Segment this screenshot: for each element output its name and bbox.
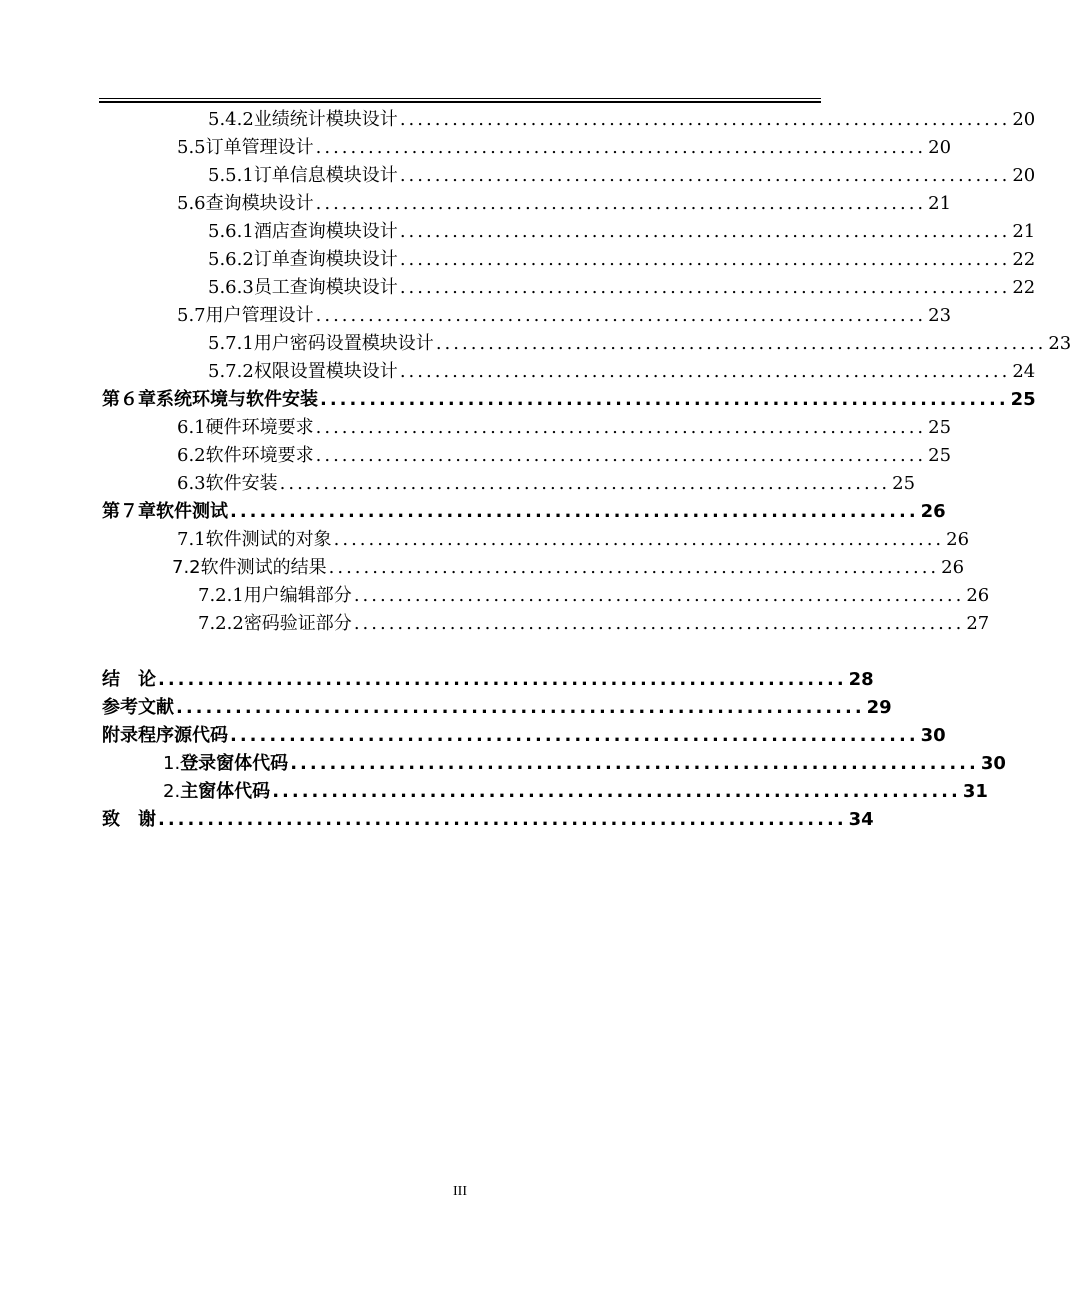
toc-entry[interactable] <box>0 272 1036 300</box>
toc-entry-number: 7.2 <box>172 557 201 578</box>
toc-entry[interactable] <box>0 412 952 440</box>
toc-entry[interactable] <box>0 328 1071 356</box>
toc-entry-number: 5.7.2 <box>208 361 254 382</box>
toc-entry-title: 结 论 <box>102 669 156 690</box>
toc-dot-leader: ...................................................................... <box>315 417 927 438</box>
toc-dot-leader: ...................................................................... <box>435 333 1047 354</box>
toc-dot-leader: ...................................................................... <box>158 669 847 690</box>
toc-entry-number: 5.6.2 <box>208 249 254 270</box>
toc-entry-number: 7.1 <box>177 529 206 550</box>
toc-entry-acknowledgements[interactable] <box>0 804 874 832</box>
toc-dot-leader: ...................................................................... <box>176 697 865 718</box>
toc-entry-title: 业绩统计模块设计 <box>253 109 398 130</box>
toc-entry-title: 权限设置模块设计 <box>253 361 398 382</box>
toc-dot-leader: ...................................................................... <box>399 165 1011 186</box>
toc-entry-page: 23 <box>1048 333 1071 354</box>
toc-entry-number: 5.6.3 <box>208 277 254 298</box>
toc-entry[interactable] <box>0 300 952 328</box>
toc-entry-page: 30 <box>920 725 946 746</box>
toc-entry-number: 6.2 <box>177 445 206 466</box>
toc-dot-leader: ...................................................................... <box>315 445 927 466</box>
toc-entry-title: 硬件环境要求 <box>205 417 314 438</box>
toc-chapter-entry[interactable] <box>0 496 946 524</box>
toc-entry[interactable] <box>0 748 1006 776</box>
toc-dot-leader: ...................................................................... <box>272 781 961 802</box>
toc-entry[interactable] <box>0 468 916 496</box>
toc-dot-leader: ...................................................................... <box>399 109 1011 130</box>
toc-dot-leader: ...................................................................... <box>315 305 927 326</box>
toc-entry-title: 软件测试的结果 <box>200 557 327 578</box>
toc-entry-title: 登录窗体代码 <box>180 753 289 774</box>
toc-dot-leader: ...................................................................... <box>399 277 1011 298</box>
toc-entry[interactable] <box>0 552 965 580</box>
toc-entry-page: 25 <box>892 473 916 494</box>
toc-entry-number: 1. <box>163 753 181 774</box>
toc-entry-page: 31 <box>962 781 988 802</box>
toc-entry-number: 5.6 <box>177 193 206 214</box>
toc-entry-number: 6.3 <box>177 473 206 494</box>
toc-entry-page: 29 <box>866 697 892 718</box>
toc-entry-title: 软件环境要求 <box>205 445 314 466</box>
toc-entry-page: 20 <box>1012 109 1036 130</box>
toc-entry-title: 订单信息模块设计 <box>253 165 398 186</box>
toc-entry-number: 2. <box>163 781 181 802</box>
toc-entry-page: 20 <box>1012 165 1036 186</box>
toc-entry-number: 5.5.1 <box>208 165 254 186</box>
toc-dot-leader: ...................................................................... <box>333 529 945 550</box>
toc-entry-title: 软件测试 <box>156 501 228 522</box>
toc-entry-page: 26 <box>966 585 990 606</box>
toc-dot-leader: ...................................................................... <box>399 221 1011 242</box>
toc-entry[interactable] <box>0 524 970 552</box>
toc-entry-page: 25 <box>928 445 952 466</box>
toc-entry-page: 21 <box>928 193 952 214</box>
toc-entry-title: 软件安装 <box>205 473 278 494</box>
toc-entry-page: 30 <box>980 753 1006 774</box>
toc-entry-number: 5.6.1 <box>208 221 254 242</box>
toc-entry-number: 5.7.1 <box>208 333 254 354</box>
toc-entry-page: 26 <box>946 529 970 550</box>
toc-entry-number: 7.2.2 <box>198 613 244 634</box>
toc-entry-page: 34 <box>848 809 874 830</box>
toc-entry-page: 28 <box>848 669 874 690</box>
toc-entry-page: 25 <box>928 417 952 438</box>
toc-entry-number: 7.2.1 <box>198 585 244 606</box>
page-number: III <box>453 1184 467 1199</box>
toc-entry-number: 第７章 <box>102 501 156 522</box>
toc-entry[interactable] <box>0 132 952 160</box>
toc-dot-leader: ...................................................................... <box>320 389 1009 410</box>
toc-dot-leader: ...................................................................... <box>230 725 919 746</box>
toc-entry-page: 22 <box>1012 249 1036 270</box>
toc-entry-title: 密码验证部分 <box>243 613 352 634</box>
toc-entry-title: 订单管理设计 <box>205 137 314 158</box>
toc-entry[interactable] <box>0 244 1036 272</box>
toc-entry-title: 系统环境与软件安装 <box>156 389 318 410</box>
toc-entry-number: 附录 <box>102 725 138 746</box>
toc-chapter-entry[interactable] <box>0 384 1036 412</box>
toc-entry[interactable] <box>0 580 990 608</box>
toc-dot-leader: ...................................................................... <box>399 361 1011 382</box>
toc-entry-appendix[interactable] <box>0 720 946 748</box>
toc-entry[interactable] <box>0 160 1036 188</box>
toc-entry-title: 员工查询模块设计 <box>253 277 398 298</box>
toc-dot-leader: ...................................................................... <box>230 501 919 522</box>
toc-entry-page: 26 <box>920 501 946 522</box>
toc-entry-page: 26 <box>941 557 965 578</box>
toc-entry-page: 27 <box>966 613 990 634</box>
toc-dot-leader: ...................................................................... <box>158 809 847 830</box>
toc-entry-title: 用户编辑部分 <box>243 585 352 606</box>
toc-entry-page: 21 <box>1012 221 1036 242</box>
toc-entry[interactable] <box>0 356 1036 384</box>
toc-entry-page: 23 <box>928 305 952 326</box>
toc-entry[interactable] <box>0 608 990 636</box>
toc-entry-page: 20 <box>928 137 952 158</box>
toc-dot-leader: ...................................................................... <box>315 193 927 214</box>
toc-entry[interactable] <box>0 216 1036 244</box>
toc-entry-page: 24 <box>1012 361 1036 382</box>
toc-entry[interactable] <box>0 776 988 804</box>
header-rule-thick <box>99 101 821 103</box>
toc-entry-title: 订单查询模块设计 <box>253 249 398 270</box>
toc-entry-title: 查询模块设计 <box>205 193 314 214</box>
toc-entry-number: 5.7 <box>177 305 206 326</box>
toc-entry-title: 用户密码设置模块设计 <box>253 333 434 354</box>
toc-entry-references[interactable] <box>0 692 892 720</box>
toc-entry-page: 22 <box>1012 277 1036 298</box>
toc-entry-page: 25 <box>1010 389 1036 410</box>
toc-entry-title: 致 谢 <box>102 809 156 830</box>
toc-entry-number: 5.5 <box>177 137 206 158</box>
toc-entry-number: 5.4.2 <box>208 109 254 130</box>
toc-dot-leader: ...................................................................... <box>353 585 965 606</box>
toc-entry-title: 软件测试的对象 <box>205 529 332 550</box>
toc-entry-title: 酒店查询模块设计 <box>253 221 398 242</box>
toc-entry-title: 程序源代码 <box>138 725 228 746</box>
toc-entry[interactable] <box>0 104 1036 132</box>
header-rule-thin <box>99 98 821 99</box>
toc-dot-leader: ...................................................................... <box>328 557 940 578</box>
toc-entry-title: 参考文献 <box>102 697 174 718</box>
toc-dot-leader: ...................................................................... <box>290 753 979 774</box>
toc-dot-leader: ...................................................................... <box>315 137 927 158</box>
toc-dot-leader: ...................................................................... <box>399 249 1011 270</box>
toc-entry-title: 主窗体代码 <box>180 781 271 802</box>
toc-dot-leader: ...................................................................... <box>353 613 965 634</box>
toc-dot-leader: ...................................................................... <box>279 473 891 494</box>
toc-entry[interactable] <box>0 440 952 468</box>
toc-entry-number: 6.1 <box>177 417 206 438</box>
toc-entry[interactable] <box>0 188 952 216</box>
toc-entry-title: 用户管理设计 <box>205 305 314 326</box>
toc-entry-number: 第６章 <box>102 389 156 410</box>
toc-entry-conclusion[interactable] <box>0 664 874 692</box>
